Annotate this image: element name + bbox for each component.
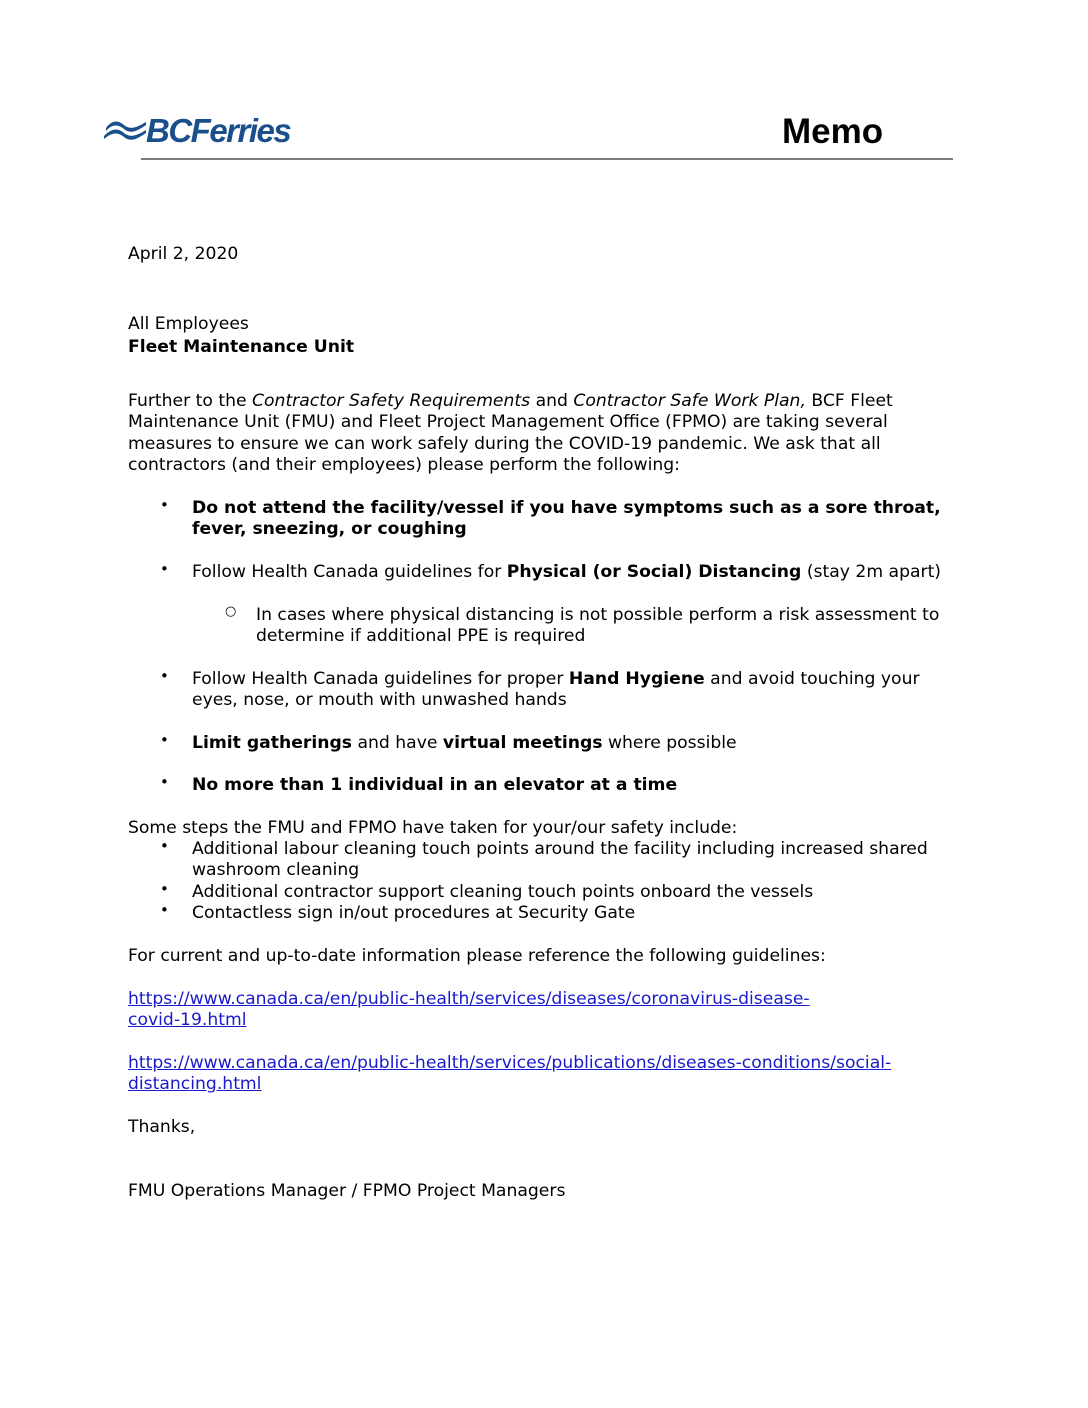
request-text	[192, 669, 962, 712]
request-text	[192, 733, 962, 754]
reference-link-distancing[interactable]	[128, 1053, 891, 1096]
bullet-icon: •	[160, 773, 169, 791]
intro-text: and	[530, 391, 574, 411]
emphasis: Hand Hygiene	[568, 669, 705, 689]
bullet-icon: •	[160, 560, 169, 578]
emphasis: Limit gatherings	[192, 733, 352, 753]
link-line-2[interactable]: covid-19.html	[128, 1010, 247, 1031]
bullet-icon: •	[160, 837, 169, 855]
doc-reference-safety-requirements: Contractor Safety Requirements	[252, 391, 531, 411]
reference-link-covid[interactable]	[128, 989, 810, 1032]
text: and have	[352, 733, 443, 753]
doc-reference-safe-work-plan: Contractor Safe Work Plan,	[573, 391, 806, 411]
closing: Thanks,	[128, 1117, 196, 1137]
bullet-icon: •	[160, 731, 169, 749]
steps-intro: Some steps the FMU and FPMO have taken for your/our safety include:	[128, 818, 738, 838]
request-text	[192, 562, 962, 583]
reference-intro: For current and up-to-date information please reference the following guidelines:	[128, 946, 826, 966]
step-text: Contactless sign in/out procedures at Security Gate	[192, 903, 636, 923]
text: Follow Health Canada guidelines for proper	[192, 669, 569, 689]
bullet-icon: •	[160, 496, 169, 514]
emphasis: virtual meetings	[442, 733, 603, 753]
bullet-icon: •	[160, 880, 169, 898]
signature: FMU Operations Manager / FPMO Project Managers	[128, 1181, 566, 1201]
header-divider	[141, 158, 953, 160]
link-line-1[interactable]: https://www.canada.ca/en/public-health/services/publications/diseases-conditions/social-	[128, 1053, 892, 1073]
logo-text: BCFerries	[146, 112, 291, 149]
intro-text: Further to the	[128, 391, 253, 411]
text: where possible	[602, 733, 737, 753]
link-line-1[interactable]: https://www.canada.ca/en/public-health/services/diseases/coronavirus-disease-	[128, 989, 810, 1009]
recipient-line-1: All Employees	[128, 314, 249, 334]
request-sub-text: In cases where physical distancing is not possible perform a risk assessment to determine if additional PPE is required	[256, 605, 940, 647]
memo-title: Memo	[782, 112, 884, 151]
memo-date: April 2, 2020	[128, 244, 239, 264]
bullet-icon: •	[160, 901, 169, 919]
intro-text: BCF Fleet Maintenance Unit (FMU) and Fleet Project Management Office (FPMO) are taking several measures to ensure we can work safely during the COVID-19 pandemic. We ask that all contractors (and their employees) please perform the following:	[128, 391, 893, 475]
text: and avoid touching your eyes, nose, or mouth with unwashed hands	[192, 669, 920, 711]
bcferries-logo	[104, 113, 290, 149]
waves-icon	[104, 116, 148, 146]
request-text: No more than 1 individual in an elevator at a time	[192, 775, 678, 795]
intro-paragraph	[128, 391, 958, 476]
request-text: Do not attend the facility/vessel if you have symptoms such as a sore throat, fever, sneezing, or coughing	[192, 498, 941, 540]
link-line-2[interactable]: distancing.html	[128, 1074, 262, 1095]
step-text: Additional labour cleaning touch points around the facility including increased shared washroom cleaning	[192, 839, 928, 881]
sub-bullet-icon: ○	[225, 604, 237, 619]
text: (stay 2m apart)	[801, 562, 942, 582]
step-text: Additional contractor support cleaning touch points onboard the vessels	[192, 882, 814, 902]
emphasis: Physical (or Social) Distancing	[506, 562, 802, 582]
bullet-icon: •	[160, 667, 169, 685]
recipient-line-2: Fleet Maintenance Unit	[128, 337, 355, 357]
text: Follow Health Canada guidelines for	[192, 562, 507, 582]
